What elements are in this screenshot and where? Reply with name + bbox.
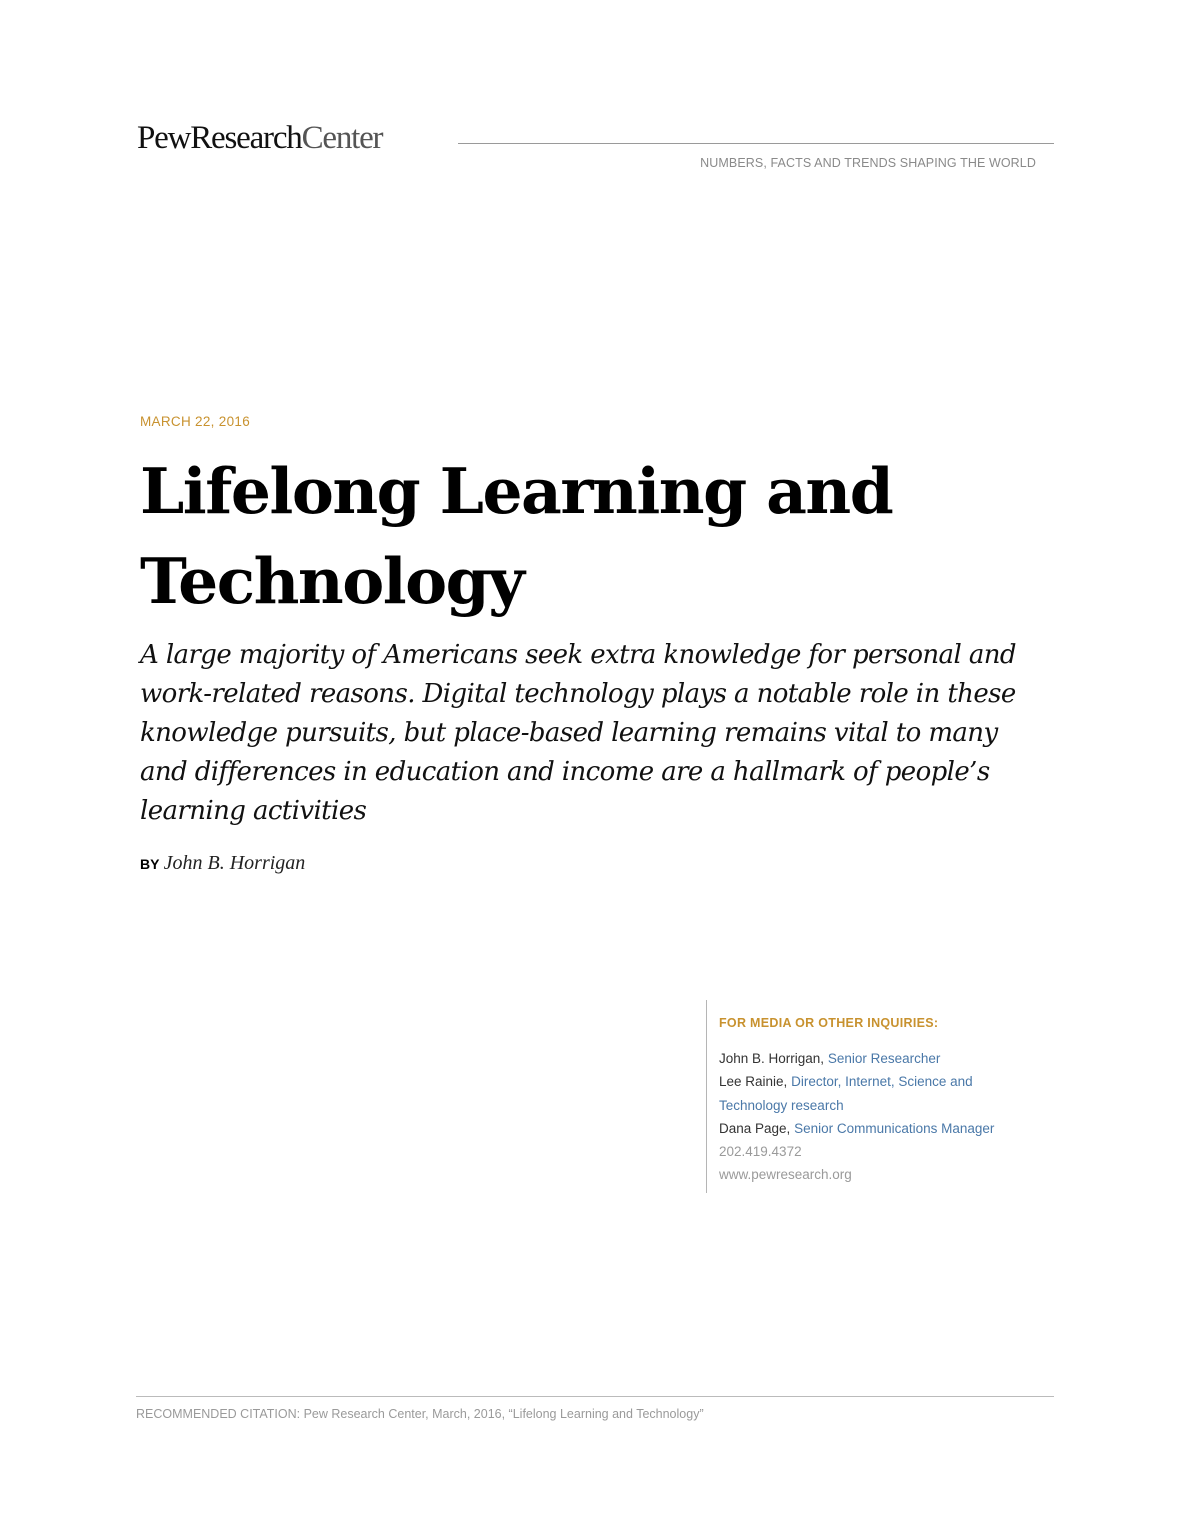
contact-role[interactable]: Senior Communications Manager [794, 1120, 995, 1136]
contact-name: Lee Rainie, [719, 1074, 788, 1090]
pew-research-center-logo [137, 118, 382, 158]
recommended-citation: RECOMMENDED CITATION: Pew Research Center, March, 2016, “Lifelong Learning and Technology” [136, 1407, 704, 1421]
contact-name: Dana Page, [719, 1120, 791, 1136]
contact-role[interactable]: Senior Researcher [827, 1051, 941, 1066]
logo-part-center: Center [301, 120, 383, 156]
contact-rainie [719, 1070, 1029, 1093]
footer-divider [136, 1396, 1054, 1397]
logo-part-pew: Pew [137, 120, 191, 156]
logo-part-research: Research [190, 120, 302, 156]
tagline: NUMBERS, FACTS AND TRENDS SHAPING THE WORLD [700, 156, 1036, 170]
phone-number: 202.419.4372 [719, 1144, 802, 1160]
report-subtitle: A large majority of Americans seek extra knowledge for personal and work-related reasons. Digital technology plays a notable role in these knowledge pursuits, but place-based learning remains vital to many and differences in education and income are a hallmark of people’s learning activities [140, 640, 1016, 826]
byline-label: BY [140, 856, 160, 872]
website-link[interactable]: www.pewresearch.org [719, 1167, 852, 1183]
contact-page [719, 1117, 1029, 1140]
byline [140, 852, 305, 875]
contact-name: John B. Horrigan, [719, 1051, 825, 1066]
report-date: MARCH 22, 2016 [140, 414, 250, 429]
contact-role[interactable]: Technology research [719, 1097, 844, 1113]
media-inquiries-box [706, 1000, 1037, 1193]
inquiries-heading: FOR MEDIA OR OTHER INQUIRIES: [719, 1016, 939, 1030]
contact-role[interactable]: Director, Internet, Science and [791, 1074, 973, 1090]
contact-rainie-role-continued [719, 1094, 1029, 1117]
inquiries-contacts [719, 1047, 1029, 1187]
report-title: Lifelong Learning and Technology [140, 454, 893, 618]
author-name: John B. Horrigan [163, 852, 306, 874]
header-divider [458, 143, 1054, 144]
contact-horrigan [719, 1047, 1029, 1070]
